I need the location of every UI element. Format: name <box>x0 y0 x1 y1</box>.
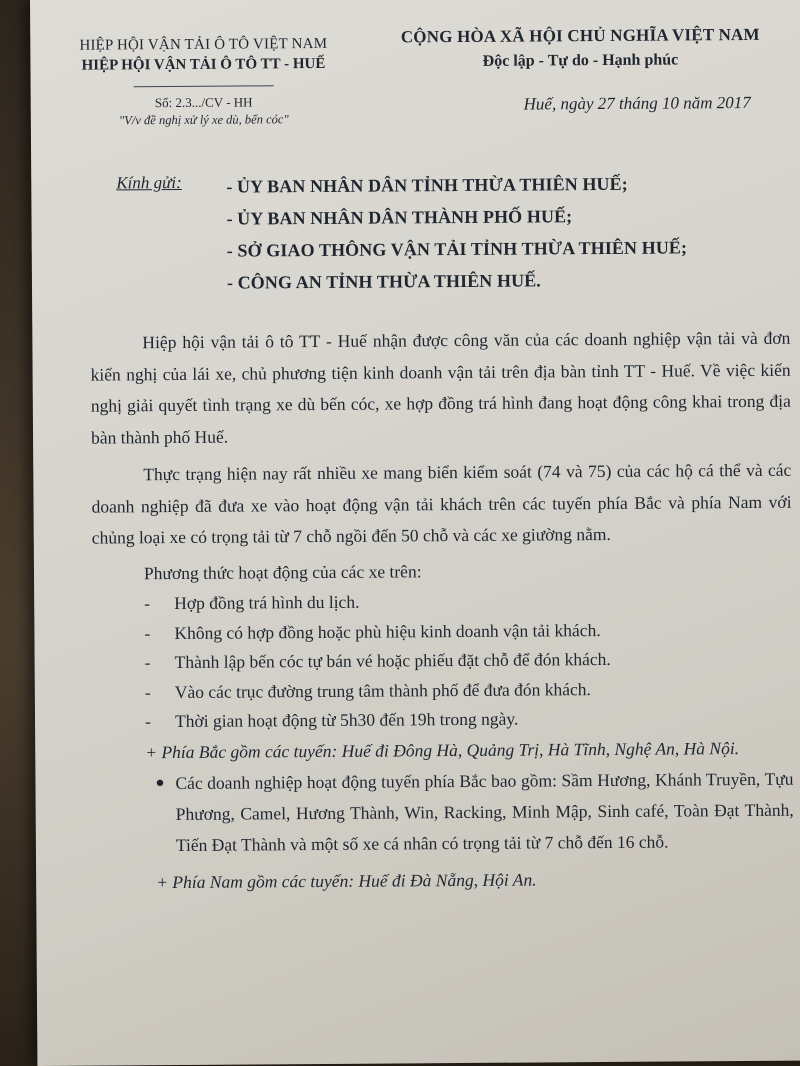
method-item <box>93 644 793 678</box>
method-text: Vào các trục đường trung tâm thành phố để đưa đón khách. <box>174 678 591 702</box>
body-paragraph: Hiệp hội vận tải ô tô TT - Huế nhận được công văn của các doanh nghiệp vận tải và đơn kiến nghị của lái xe, chủ phương tiện kinh doanh vận tải trên địa bàn tỉnh TT - Huế. Về việc kiến nghị giải quyết tình trạng xe dù bến cóc, xe hợp đồng trá hình đang hoạt động công khai trong địa bàn thành phố Huế. <box>90 327 791 448</box>
recipients-label: Kính gửi: <box>116 172 182 193</box>
method-item <box>93 703 793 737</box>
north-routes: + Phía Bắc gồm các tuyến: Huế đi Đông Hà, Quảng Trị, Hà Tĩnh, Nghệ An, Hà Nội. <box>145 737 740 762</box>
document-number: Số: 2.3.../CV - HH <box>154 94 253 111</box>
method-item <box>93 673 793 707</box>
dash-marker: - <box>144 593 151 614</box>
method-text: Thời gian hoạt động từ 5h30 đến 19h trong ngày. <box>174 708 519 732</box>
dash-marker: - <box>144 652 151 673</box>
national-motto: Độc lập - Tự do - Hạnh phúc <box>482 51 679 70</box>
document-date: Huế, ngày 27 tháng 10 năm 2017 <box>523 92 751 114</box>
dash-marker: - <box>144 711 151 732</box>
recipients-list <box>116 167 757 299</box>
methods-lead: Phương thức hoạt động của các xe trên: <box>143 560 422 583</box>
document-subject: "V/v đề nghị xử lý xe dù, bến cóc" <box>118 112 289 128</box>
method-text: Không có hợp đồng hoặc phù hiệu kinh doanh vận tải khách. <box>174 619 601 643</box>
sender-header <box>58 36 349 129</box>
south-routes: + Phía Nam gồm các tuyến: Huế đi Đà Nẵng, Hội An. <box>156 868 537 892</box>
recipient-item: - SỞ GIAO THÔNG VẬN TẢI TỈNH THỪA THIÊN HUẾ; <box>226 237 688 261</box>
bullet-marker: ● <box>155 774 165 791</box>
sender-organization: HIỆP HỘI VẬN TẢI Ô TÔ TT - HUẾ <box>81 55 326 74</box>
north-companies <box>93 763 794 861</box>
national-header <box>370 25 791 116</box>
recipient-item: - CÔNG AN TỈNH THỪA THIÊN HUẾ. <box>226 270 541 293</box>
recipients-block <box>116 167 757 299</box>
dash-marker: - <box>144 622 151 643</box>
document-body <box>90 323 794 898</box>
recipient-item: - ỦY BAN NHÂN DÂN THÀNH PHỐ HUẾ; <box>226 206 573 229</box>
dash-marker: - <box>144 681 151 702</box>
method-text: Thành lập bến cóc tự bán vé hoặc phiếu đặt chỗ để đón khách. <box>174 648 611 673</box>
method-text: Hợp đồng trá hình du lịch. <box>174 591 360 614</box>
recipient-item: - ỦY BAN NHÂN DÂN TỈNH THỪA THIÊN HUẾ; <box>226 173 628 197</box>
north-companies-text: Các doanh nghiệp hoạt động tuyến phía Bắc bao gồm: Sầm Hương, Khánh Truyền, Tựu Phương, Camel, Hương Thành, Win, Racking, Minh Mập, Sinh café, Toàn Đạt Thành, Tiến Đạt Thành và một số xe cá nhân có trọng tải từ 7 chỗ đến 16 chỗ. <box>175 768 794 855</box>
methods-list <box>92 585 793 737</box>
body-paragraph: Thực trạng hiện nay rất nhiều xe mang biển kiểm soát (74 và 75) của các hộ cá thể và các doanh nghiệp đã đưa xe vào hoạt động vận tải khách trên các tuyến phía Bắc và phía Nam với chủng loại xe có trọng tải từ 7 chỗ ngồi đến 50 chỗ và các xe giường nằm. <box>91 459 792 548</box>
national-title: CỘNG HÒA XÃ HỘI CHỦ NGHĨA VIỆT NAM <box>400 24 760 47</box>
document-page <box>30 0 800 1066</box>
parent-organization: HIỆP HỘI VẬN TẢI Ô TÔ VIỆT NAM <box>79 35 328 54</box>
method-item <box>92 614 792 648</box>
header-divider <box>134 85 274 87</box>
